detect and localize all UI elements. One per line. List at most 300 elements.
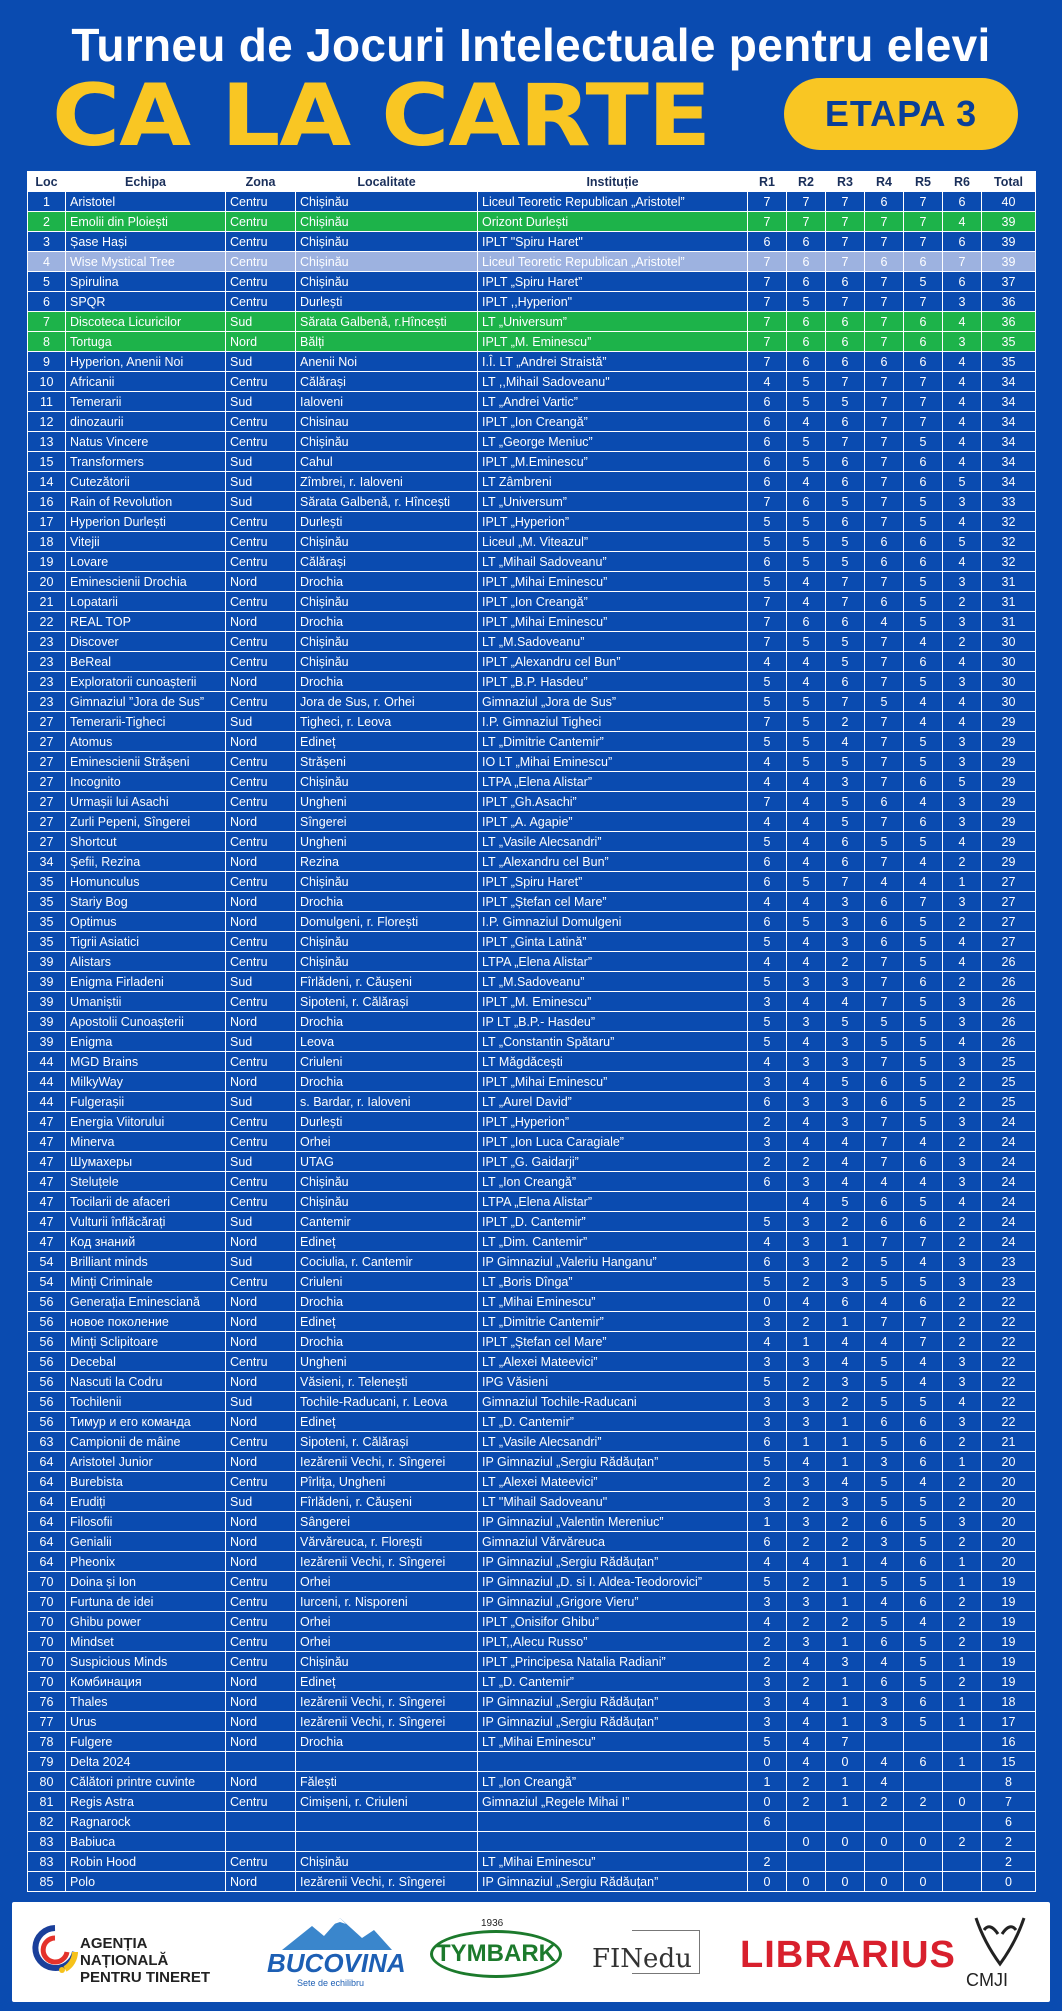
zone-cell: Centru bbox=[226, 292, 296, 312]
round-1-cell: 7 bbox=[748, 292, 787, 312]
table-row bbox=[28, 332, 1036, 352]
round-4-cell: 6 bbox=[865, 552, 904, 572]
total-cell: 23 bbox=[982, 1272, 1036, 1292]
total-cell: 20 bbox=[982, 1492, 1036, 1512]
round-1-cell: 3 bbox=[748, 1352, 787, 1372]
round-1-cell: 5 bbox=[748, 1452, 787, 1472]
institution-cell: LT „M.Sadoveanu” bbox=[478, 632, 748, 652]
total-cell: 32 bbox=[982, 552, 1036, 572]
zone-cell: Centru bbox=[226, 792, 296, 812]
round-6-cell: 2 bbox=[943, 1612, 982, 1632]
round-6-cell: 1 bbox=[943, 1712, 982, 1732]
round-3-cell: 2 bbox=[826, 1392, 865, 1412]
place-cell: 77 bbox=[28, 1712, 66, 1732]
zone-cell: Sud bbox=[226, 472, 296, 492]
round-3-cell: 7 bbox=[826, 872, 865, 892]
zone-cell: Centru bbox=[226, 952, 296, 972]
round-6-cell: 3 bbox=[943, 1112, 982, 1132]
column-header: Loc bbox=[28, 172, 66, 192]
round-2-cell: 4 bbox=[787, 672, 826, 692]
round-3-cell: 4 bbox=[826, 1152, 865, 1172]
total-cell: 29 bbox=[982, 772, 1036, 792]
round-5-cell: 5 bbox=[904, 1512, 943, 1532]
institution-cell bbox=[478, 1812, 748, 1832]
total-cell: 22 bbox=[982, 1312, 1036, 1332]
round-6-cell bbox=[943, 1812, 982, 1832]
cmji-logo: CMJI bbox=[966, 1970, 1008, 1990]
zone-cell: Centru bbox=[226, 432, 296, 452]
round-2-cell: 5 bbox=[787, 432, 826, 452]
round-1-cell: 5 bbox=[748, 532, 787, 552]
table-row bbox=[28, 1072, 1036, 1092]
anpt-logo-text bbox=[80, 1935, 210, 1986]
locality-cell: Iezărenii Vechi, r. Sîngerei bbox=[296, 1452, 478, 1472]
locality-cell: Chișinău bbox=[296, 592, 478, 612]
place-cell: 54 bbox=[28, 1252, 66, 1272]
institution-cell: LT „D. Cantemir” bbox=[478, 1672, 748, 1692]
locality-cell: Chisinau bbox=[296, 412, 478, 432]
round-5-cell: 5 bbox=[904, 612, 943, 632]
locality-cell: Iezărenii Vechi, r. Sîngerei bbox=[296, 1552, 478, 1572]
round-3-cell: 1 bbox=[826, 1572, 865, 1592]
table-body bbox=[28, 192, 1036, 1892]
round-4-cell: 6 bbox=[865, 1072, 904, 1092]
institution-cell: I.Î. LT „Andrei Straistă” bbox=[478, 352, 748, 372]
zone-cell: Sud bbox=[226, 1032, 296, 1052]
place-cell: 12 bbox=[28, 412, 66, 432]
zone-cell: Nord bbox=[226, 1292, 296, 1312]
round-1-cell: 5 bbox=[748, 512, 787, 532]
institution-cell: IPLT „D. Cantemir” bbox=[478, 1212, 748, 1232]
round-5-cell: 5 bbox=[904, 932, 943, 952]
round-3-cell: 2 bbox=[826, 1512, 865, 1532]
round-1-cell: 5 bbox=[748, 832, 787, 852]
round-1-cell: 5 bbox=[748, 972, 787, 992]
round-5-cell: 7 bbox=[904, 232, 943, 252]
round-6-cell: 1 bbox=[943, 1452, 982, 1472]
round-1-cell: 3 bbox=[748, 1672, 787, 1692]
zone-cell: Nord bbox=[226, 332, 296, 352]
round-6-cell: 3 bbox=[943, 1412, 982, 1432]
round-1-cell: 5 bbox=[748, 1032, 787, 1052]
locality-cell: Edineț bbox=[296, 732, 478, 752]
round-5-cell: 4 bbox=[904, 1172, 943, 1192]
total-cell: 0 bbox=[982, 1872, 1036, 1892]
table-row bbox=[28, 852, 1036, 872]
team-cell: Cutezătorii bbox=[66, 472, 226, 492]
round-6-cell: 2 bbox=[943, 1072, 982, 1092]
institution-cell: IPLT ,,Hyperion" bbox=[478, 292, 748, 312]
round-6-cell bbox=[943, 1852, 982, 1872]
round-4-cell: 4 bbox=[865, 1592, 904, 1612]
locality-cell: Edineț bbox=[296, 1672, 478, 1692]
round-3-cell: 3 bbox=[826, 1112, 865, 1132]
place-cell: 35 bbox=[28, 912, 66, 932]
table-row bbox=[28, 472, 1036, 492]
place-cell: 15 bbox=[28, 452, 66, 472]
round-6-cell: 1 bbox=[943, 1552, 982, 1572]
tournament-title: CA LA CARTE bbox=[52, 66, 711, 166]
round-2-cell: 5 bbox=[787, 552, 826, 572]
table-row bbox=[28, 692, 1036, 712]
team-cell: Enigma bbox=[66, 1032, 226, 1052]
round-5-cell: 5 bbox=[904, 592, 943, 612]
table-row bbox=[28, 1872, 1036, 1892]
locality-cell: Zîmbrei, r. Ialoveni bbox=[296, 472, 478, 492]
institution-cell: IP Gimnaziul „Sergiu Rădăuțan” bbox=[478, 1692, 748, 1712]
round-5-cell: 7 bbox=[904, 892, 943, 912]
locality-cell: Sipoteni, r. Călărași bbox=[296, 1432, 478, 1452]
round-4-cell: 7 bbox=[865, 392, 904, 412]
round-5-cell: 0 bbox=[904, 1872, 943, 1892]
institution-cell: IP LT „B.P.- Hasdeu” bbox=[478, 1012, 748, 1032]
table-row bbox=[28, 392, 1036, 412]
round-2-cell: 4 bbox=[787, 1132, 826, 1152]
locality-cell: Chișinău bbox=[296, 652, 478, 672]
round-2-cell: 4 bbox=[787, 1712, 826, 1732]
round-4-cell: 7 bbox=[865, 652, 904, 672]
zone-cell: Centru bbox=[226, 592, 296, 612]
locality-cell: Fîrlădeni, r. Căușeni bbox=[296, 1492, 478, 1512]
round-5-cell: 4 bbox=[904, 1252, 943, 1272]
institution-cell: IPLT „Gh.Asachi” bbox=[478, 792, 748, 812]
total-cell: 36 bbox=[982, 312, 1036, 332]
tymbark-year: 1936 bbox=[481, 1918, 504, 1929]
institution-cell: IPLT „Ștefan cel Mare” bbox=[478, 892, 748, 912]
round-4-cell: 7 bbox=[865, 972, 904, 992]
round-1-cell: 5 bbox=[748, 1272, 787, 1292]
round-2-cell: 4 bbox=[787, 1032, 826, 1052]
locality-cell: Chișinău bbox=[296, 1192, 478, 1212]
round-3-cell: 3 bbox=[826, 932, 865, 952]
round-2-cell: 6 bbox=[787, 232, 826, 252]
institution-cell: LT „Andrei Vartic” bbox=[478, 392, 748, 412]
team-cell: Homunculus bbox=[66, 872, 226, 892]
total-cell: 22 bbox=[982, 1352, 1036, 1372]
table-row bbox=[28, 1472, 1036, 1492]
round-1-cell: 7 bbox=[748, 252, 787, 272]
round-1-cell: 4 bbox=[748, 1552, 787, 1572]
round-2-cell: 2 bbox=[787, 1312, 826, 1332]
institution-cell: Liceul Teoretic Republican „Aristotel” bbox=[478, 252, 748, 272]
table-row bbox=[28, 512, 1036, 532]
round-4-cell: 2 bbox=[865, 1792, 904, 1812]
round-2-cell: 3 bbox=[787, 1212, 826, 1232]
place-cell: 56 bbox=[28, 1412, 66, 1432]
place-cell: 4 bbox=[28, 252, 66, 272]
locality-cell: Sărata Galbenă, r.Hîncești bbox=[296, 312, 478, 332]
total-cell: 19 bbox=[982, 1612, 1036, 1632]
locality-cell: Vărvăreuca, r. Florești bbox=[296, 1532, 478, 1552]
round-6-cell: 6 bbox=[943, 192, 982, 212]
round-3-cell: 1 bbox=[826, 1552, 865, 1572]
total-cell: 2 bbox=[982, 1832, 1036, 1852]
round-6-cell: 4 bbox=[943, 832, 982, 852]
round-2-cell: 4 bbox=[787, 412, 826, 432]
locality-cell: Drochia bbox=[296, 572, 478, 592]
column-header: R1 bbox=[748, 172, 787, 192]
round-5-cell: 6 bbox=[904, 452, 943, 472]
team-cell: Tochilenii bbox=[66, 1392, 226, 1412]
table-row bbox=[28, 812, 1036, 832]
round-1-cell: 4 bbox=[748, 652, 787, 672]
institution-cell: LT „Dimitrie Cantemir” bbox=[478, 732, 748, 752]
round-4-cell: 6 bbox=[865, 792, 904, 812]
mountain-icon bbox=[282, 1916, 392, 1950]
table-row bbox=[28, 1152, 1036, 1172]
round-5-cell: 5 bbox=[904, 992, 943, 1012]
team-cell: Filosofii bbox=[66, 1512, 226, 1532]
table-row bbox=[28, 412, 1036, 432]
zone-cell: Centru bbox=[226, 272, 296, 292]
institution-cell: IPLT „Mihai Eminescu” bbox=[478, 572, 748, 592]
team-cell: Urus bbox=[66, 1712, 226, 1732]
team-cell: Robin Hood bbox=[66, 1852, 226, 1872]
round-2-cell: 2 bbox=[787, 1532, 826, 1552]
round-4-cell: 7 bbox=[865, 372, 904, 392]
zone-cell: Centru bbox=[226, 632, 296, 652]
round-4-cell: 3 bbox=[865, 1452, 904, 1472]
total-cell: 19 bbox=[982, 1592, 1036, 1612]
table-row bbox=[28, 1092, 1036, 1112]
institution-cell: LT „Alexei Mateevici” bbox=[478, 1352, 748, 1372]
zone-cell: Centru bbox=[226, 532, 296, 552]
total-cell: 27 bbox=[982, 872, 1036, 892]
team-cell: REAL TOP bbox=[66, 612, 226, 632]
round-2-cell: 2 bbox=[787, 1672, 826, 1692]
round-6-cell: 3 bbox=[943, 612, 982, 632]
round-2-cell: 0 bbox=[787, 1872, 826, 1892]
place-cell: 54 bbox=[28, 1272, 66, 1292]
place-cell: 47 bbox=[28, 1212, 66, 1232]
round-5-cell: 4 bbox=[904, 1132, 943, 1152]
institution-cell: LT „Aurel David” bbox=[478, 1092, 748, 1112]
team-cell: Rain of Revolution bbox=[66, 492, 226, 512]
round-6-cell: 2 bbox=[943, 1212, 982, 1232]
place-cell: 2 bbox=[28, 212, 66, 232]
table-row bbox=[28, 192, 1036, 212]
round-2-cell: 4 bbox=[787, 1192, 826, 1212]
institution-cell: IP Gimnaziul „Sergiu Rădăuțan” bbox=[478, 1712, 748, 1732]
team-cell: Zurli Pepeni, Sîngerei bbox=[66, 812, 226, 832]
round-5-cell: 6 bbox=[904, 1432, 943, 1452]
round-5-cell: 7 bbox=[904, 1232, 943, 1252]
round-1-cell: 3 bbox=[748, 1692, 787, 1712]
finedu-logo: FINedu bbox=[592, 1944, 692, 1974]
round-6-cell: 2 bbox=[943, 1672, 982, 1692]
place-cell: 56 bbox=[28, 1332, 66, 1352]
round-2-cell: 4 bbox=[787, 812, 826, 832]
institution-cell: IPLT „Principesa Natalia Radiani” bbox=[478, 1652, 748, 1672]
round-4-cell: 7 bbox=[865, 712, 904, 732]
team-cell: Furtuna de idei bbox=[66, 1592, 226, 1612]
total-cell: 35 bbox=[982, 352, 1036, 372]
locality-cell: Călărași bbox=[296, 552, 478, 572]
locality-cell: Drochia bbox=[296, 672, 478, 692]
round-5-cell: 4 bbox=[904, 1612, 943, 1632]
team-cell: Alistars bbox=[66, 952, 226, 972]
round-3-cell: 1 bbox=[826, 1312, 865, 1332]
place-cell: 21 bbox=[28, 592, 66, 612]
institution-cell: LT „George Meniuc” bbox=[478, 432, 748, 452]
place-cell: 35 bbox=[28, 892, 66, 912]
round-4-cell: 7 bbox=[865, 1112, 904, 1132]
total-cell: 39 bbox=[982, 212, 1036, 232]
team-cell: Emolii din Ploiești bbox=[66, 212, 226, 232]
team-cell: Erudiți bbox=[66, 1492, 226, 1512]
table-row bbox=[28, 1832, 1036, 1852]
round-4-cell: 7 bbox=[865, 952, 904, 972]
place-cell: 3 bbox=[28, 232, 66, 252]
place-cell: 64 bbox=[28, 1452, 66, 1472]
institution-cell: Gimnaziul Vărvăreuca bbox=[478, 1532, 748, 1552]
zone-cell: Nord bbox=[226, 1872, 296, 1892]
round-5-cell: 5 bbox=[904, 672, 943, 692]
round-3-cell: 5 bbox=[826, 1012, 865, 1032]
round-3-cell: 3 bbox=[826, 1092, 865, 1112]
institution-cell: LT „Boris Dînga” bbox=[478, 1272, 748, 1292]
table-row bbox=[28, 292, 1036, 312]
team-cell: Steluțele bbox=[66, 1172, 226, 1192]
table-row bbox=[28, 1512, 1036, 1532]
locality-cell: Chișinău bbox=[296, 772, 478, 792]
round-1-cell: 4 bbox=[748, 892, 787, 912]
institution-cell: I.P. Gimnaziul Tigheci bbox=[478, 712, 748, 732]
round-3-cell: 6 bbox=[826, 512, 865, 532]
table-row bbox=[28, 572, 1036, 592]
round-3-cell: 3 bbox=[826, 1652, 865, 1672]
round-5-cell: 4 bbox=[904, 872, 943, 892]
locality-cell: Criuleni bbox=[296, 1272, 478, 1292]
round-6-cell: 2 bbox=[943, 1312, 982, 1332]
round-2-cell: 3 bbox=[787, 1412, 826, 1432]
round-1-cell: 7 bbox=[748, 192, 787, 212]
round-2-cell: 2 bbox=[787, 1792, 826, 1812]
round-3-cell bbox=[826, 1812, 865, 1832]
zone-cell: Centru bbox=[226, 1472, 296, 1492]
round-3-cell: 1 bbox=[826, 1792, 865, 1812]
zone-cell: Centru bbox=[226, 1132, 296, 1152]
locality-cell: Chișinău bbox=[296, 932, 478, 952]
locality-cell: Ungheni bbox=[296, 1352, 478, 1372]
team-cell: Код знаний bbox=[66, 1232, 226, 1252]
team-cell: dinozaurii bbox=[66, 412, 226, 432]
locality-cell: Sângerei bbox=[296, 1512, 478, 1532]
round-2-cell: 5 bbox=[787, 452, 826, 472]
total-cell: 27 bbox=[982, 892, 1036, 912]
table-row bbox=[28, 1412, 1036, 1432]
total-cell: 32 bbox=[982, 512, 1036, 532]
round-3-cell: 6 bbox=[826, 472, 865, 492]
team-cell: Generația Eminesciană bbox=[66, 1292, 226, 1312]
team-cell: Tortuga bbox=[66, 332, 226, 352]
round-1-cell: 6 bbox=[748, 1432, 787, 1452]
round-2-cell: 4 bbox=[787, 1692, 826, 1712]
zone-cell: Centru bbox=[226, 1272, 296, 1292]
locality-cell: Chișinău bbox=[296, 632, 478, 652]
table-row bbox=[28, 232, 1036, 252]
round-2-cell: 4 bbox=[787, 832, 826, 852]
round-5-cell: 5 bbox=[904, 572, 943, 592]
round-5-cell: 5 bbox=[904, 492, 943, 512]
round-6-cell: 0 bbox=[943, 1792, 982, 1812]
round-2-cell: 6 bbox=[787, 252, 826, 272]
round-4-cell: 4 bbox=[865, 1772, 904, 1792]
place-cell: 56 bbox=[28, 1292, 66, 1312]
place-cell: 63 bbox=[28, 1432, 66, 1452]
round-1-cell: 4 bbox=[748, 772, 787, 792]
round-3-cell: 6 bbox=[826, 412, 865, 432]
round-1-cell: 7 bbox=[748, 612, 787, 632]
round-4-cell: 4 bbox=[865, 612, 904, 632]
round-3-cell: 6 bbox=[826, 852, 865, 872]
locality-cell: Edineț bbox=[296, 1232, 478, 1252]
table-row bbox=[28, 1592, 1036, 1612]
institution-cell: LT ,,Mihail Sadoveanu" bbox=[478, 372, 748, 392]
institution-cell: IP Gimnaziul „Sergiu Rădăuțan” bbox=[478, 1872, 748, 1892]
total-cell: 34 bbox=[982, 432, 1036, 452]
institution-cell: LT Măgdăcești bbox=[478, 1052, 748, 1072]
round-1-cell: 3 bbox=[748, 1492, 787, 1512]
round-1-cell: 2 bbox=[748, 1632, 787, 1652]
round-3-cell: 1 bbox=[826, 1672, 865, 1692]
round-1-cell bbox=[748, 1832, 787, 1852]
column-header: Total bbox=[982, 172, 1036, 192]
team-cell: Minți Criminale bbox=[66, 1272, 226, 1292]
round-2-cell: 3 bbox=[787, 1472, 826, 1492]
round-4-cell: 6 bbox=[865, 892, 904, 912]
table-row bbox=[28, 652, 1036, 672]
institution-cell: LTPA „Elena Alistar” bbox=[478, 1192, 748, 1212]
total-cell: 29 bbox=[982, 792, 1036, 812]
round-6-cell bbox=[943, 1732, 982, 1752]
team-cell: Regis Astra bbox=[66, 1792, 226, 1812]
place-cell: 39 bbox=[28, 952, 66, 972]
zone-cell: Centru bbox=[226, 692, 296, 712]
zone-cell: Centru bbox=[226, 932, 296, 952]
total-cell: 34 bbox=[982, 392, 1036, 412]
total-cell: 22 bbox=[982, 1412, 1036, 1432]
institution-cell: LT „Alexei Mateevici” bbox=[478, 1472, 748, 1492]
zone-cell: Centru bbox=[226, 192, 296, 212]
place-cell: 56 bbox=[28, 1392, 66, 1412]
place-cell: 47 bbox=[28, 1112, 66, 1132]
institution-cell: IP Gimnaziul „Grigore Vieru” bbox=[478, 1592, 748, 1612]
round-5-cell: 6 bbox=[904, 1292, 943, 1312]
zone-cell: Sud bbox=[226, 712, 296, 732]
round-6-cell: 3 bbox=[943, 1172, 982, 1192]
round-3-cell: 5 bbox=[826, 1192, 865, 1212]
round-5-cell: 7 bbox=[904, 212, 943, 232]
round-5-cell: 0 bbox=[904, 1832, 943, 1852]
round-4-cell: 7 bbox=[865, 1132, 904, 1152]
table-row bbox=[28, 672, 1036, 692]
round-3-cell: 2 bbox=[826, 1612, 865, 1632]
results-table-wrapper bbox=[27, 171, 1035, 1892]
round-6-cell: 2 bbox=[943, 912, 982, 932]
round-5-cell: 6 bbox=[904, 252, 943, 272]
round-6-cell: 2 bbox=[943, 972, 982, 992]
round-6-cell: 3 bbox=[943, 812, 982, 832]
place-cell: 27 bbox=[28, 832, 66, 852]
place-cell: 39 bbox=[28, 1032, 66, 1052]
total-cell: 34 bbox=[982, 472, 1036, 492]
locality-cell bbox=[296, 1752, 478, 1772]
table-row bbox=[28, 1732, 1036, 1752]
round-3-cell: 6 bbox=[826, 352, 865, 372]
locality-cell: Orhei bbox=[296, 1612, 478, 1632]
total-cell: 29 bbox=[982, 752, 1036, 772]
